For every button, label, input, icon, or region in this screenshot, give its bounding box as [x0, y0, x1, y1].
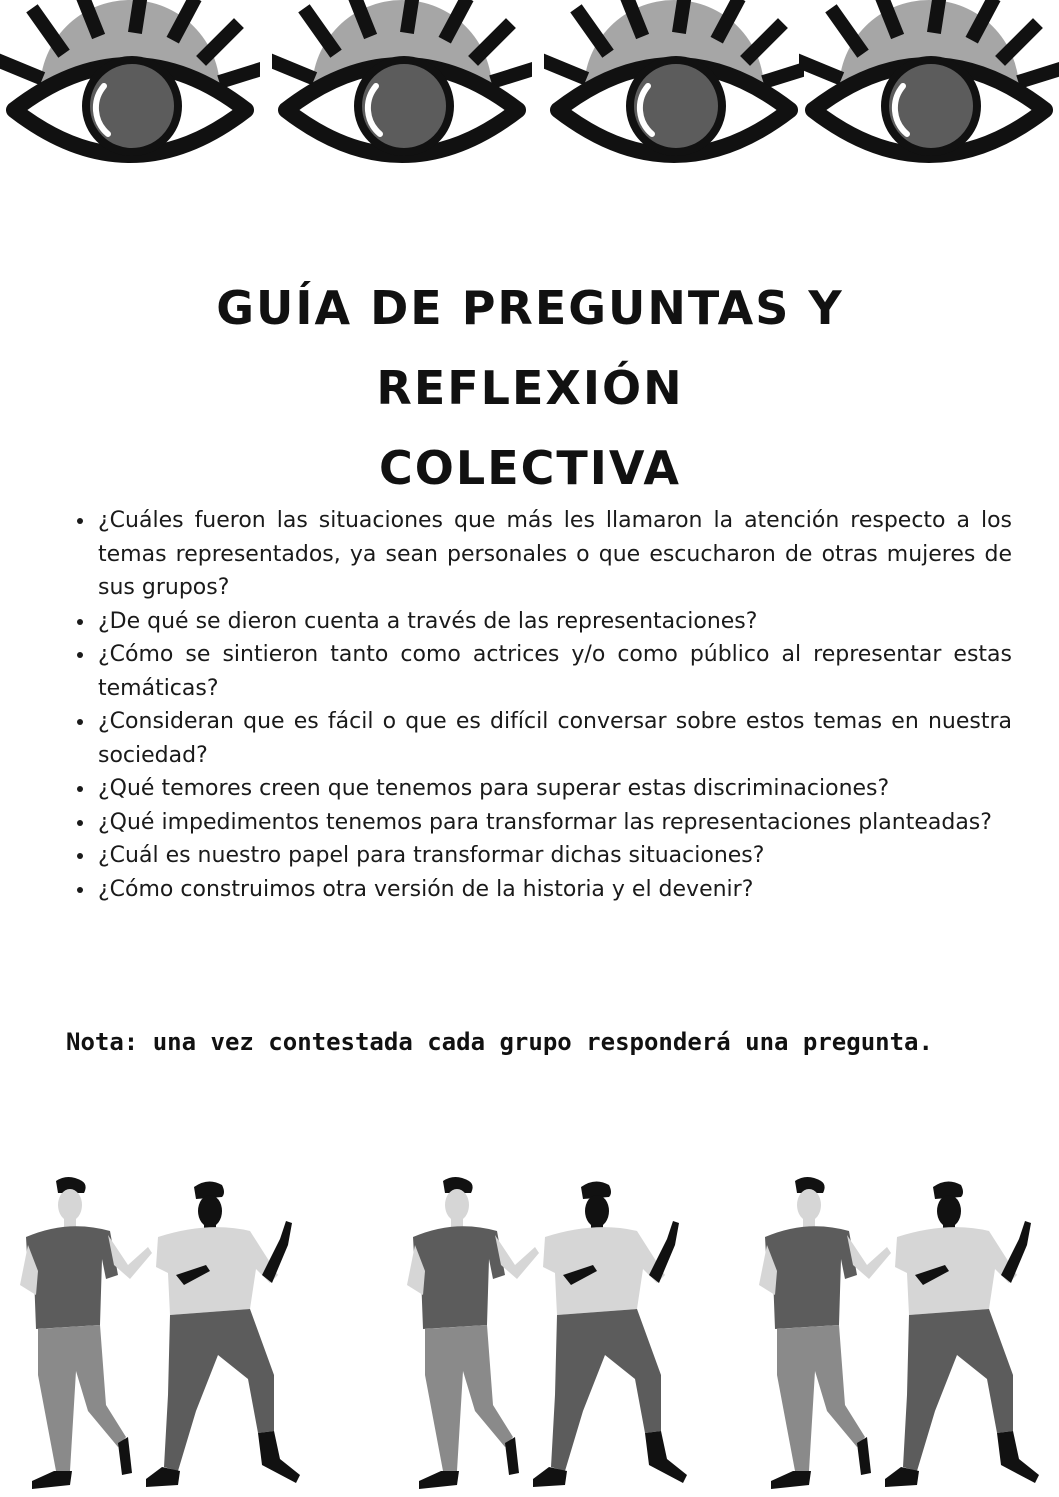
question-item: • ¿Consideran que es fácil o que es difícil conversar sobre estos temas en nuestra sociedad?: [96, 705, 1012, 772]
eye-icon: [544, 0, 804, 180]
dancing-people-illustration: [405, 1175, 705, 1497]
page-title: [60, 268, 1000, 508]
title-line-2: COLECTIVA: [379, 441, 681, 495]
dancing-people-illustration: [757, 1175, 1057, 1497]
person-left: [407, 1177, 539, 1489]
question-item: • ¿Qué impedimentos tenemos para transformar las representaciones planteadas?: [96, 806, 1012, 840]
question-list: [76, 504, 1012, 906]
eye-icon: [799, 0, 1059, 180]
question-item: • ¿Cómo se sintieron tanto como actrices y/o como público al representar estas temáticas?: [96, 638, 1012, 705]
question-item: • ¿Cuáles fueron las situaciones que más les llamaron la atención respecto a los temas representados, ya sean personales o que escucharon de otras mujeres de sus grupos?: [96, 504, 1012, 605]
eyes-decoration: [0, 0, 1059, 180]
person-left: [20, 1177, 152, 1489]
dancing-people-illustration: [18, 1175, 318, 1497]
person-right: [146, 1181, 300, 1487]
person-right: [533, 1181, 687, 1487]
eye-icon: [272, 0, 532, 180]
question-item: • ¿Qué temores creen que tenemos para superar estas discriminaciones?: [96, 772, 1012, 806]
person-right: [885, 1181, 1039, 1487]
person-left: [759, 1177, 891, 1489]
question-item: • ¿De qué se dieron cuenta a través de las representaciones?: [96, 605, 1012, 639]
people-illustrations: [0, 1175, 1059, 1497]
question-item: • ¿Cómo construimos otra versión de la historia y el devenir?: [96, 873, 1012, 907]
question-item: • ¿Cuál es nuestro papel para transformar dichas situaciones?: [96, 839, 1012, 873]
eye-icon: [0, 0, 260, 180]
note-text: Nota: una vez contestada cada grupo responderá una pregunta.: [66, 1028, 933, 1056]
title-line-1: GUÍA DE PREGUNTAS Y REFLEXIÓN: [216, 281, 844, 415]
